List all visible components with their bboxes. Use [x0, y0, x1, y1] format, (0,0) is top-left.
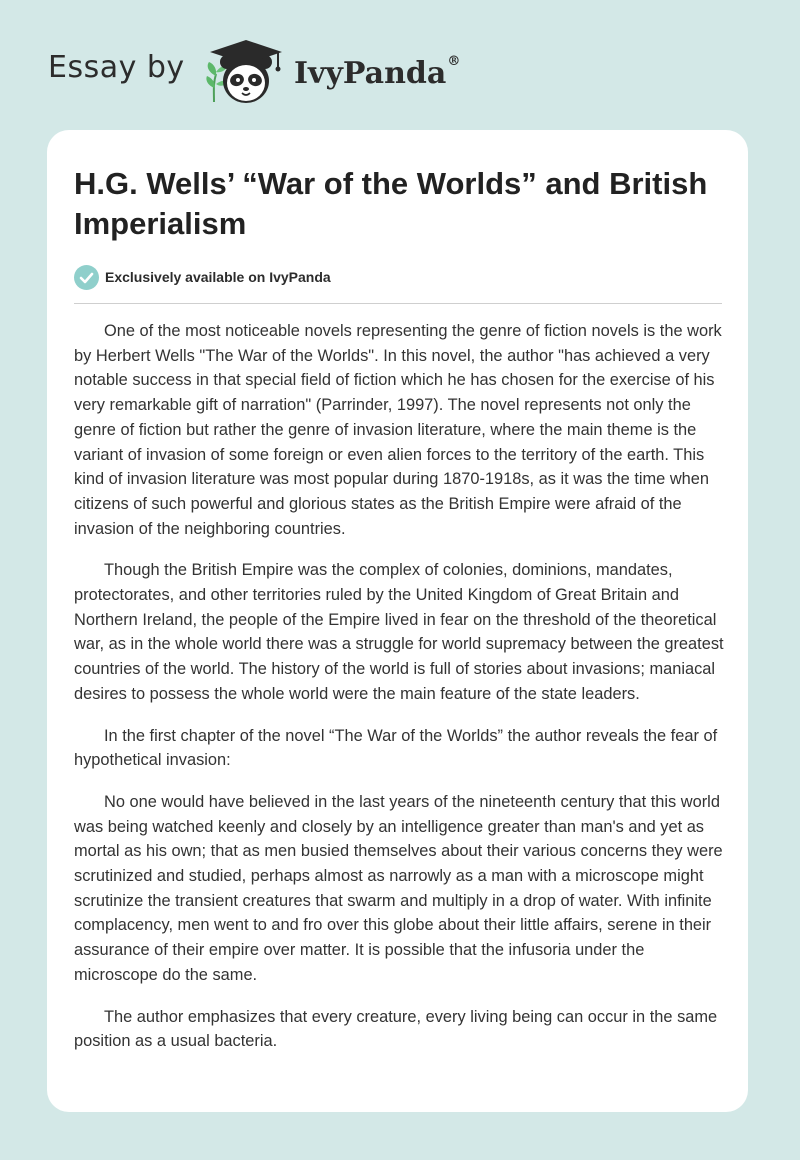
essay-by-label: Essay by — [48, 50, 185, 85]
essay-body — [74, 319, 724, 1071]
paragraph: Though the British Empire was the complex of colonies, dominions, mandates, protectorates, and other territories ruled by the United Kingdom of Great Britain and Northern Ireland, the people of the Empire lived in fear on the threshold of the theoretical war, as in the whole world there was a struggle for world supremacy between the greatest countries of the world. The history of the world is full of stories about invasions; maniacal desires to possess the whole world were the main feature of the state leaders. — [74, 561, 724, 703]
brand-name[interactable] — [294, 56, 460, 91]
exclusive-badge-label: Exclusively available on IvyPanda — [105, 269, 331, 285]
divider — [74, 303, 722, 304]
panda-graduate-icon[interactable] — [200, 36, 292, 108]
registered-mark: ® — [447, 54, 461, 69]
essay-card — [47, 130, 748, 1112]
paragraph: The author emphasizes that every creature, every living being can occur in the same position as a usual bacteria. — [74, 1007, 718, 1051]
paragraph: One of the most noticeable novels representing the genre of fiction novels is the work by Herbert Wells "The War of the Worlds". In this novel, the author "has achieved a very notable success in that special field of fiction which he has chosen for the exercise of his very remarkable gift of narration" (Parrinder, 1997). The novel represents not only the genre of fiction but rather the genre of invasion literature, where the main theme is the variant of invasion of some foreign or even alien forces to the territory of the earth. This kind of invasion literature was most popular during 1870-1918s, as it was the time when citizens of such powerful and glorious states as the British Empire were afraid of the invasion of the neighboring countries. — [74, 322, 722, 538]
page-title: H.G. Wells’ “War of the Worlds” and British Imperialism — [74, 166, 708, 241]
brand-name-text: IvyPanda — [294, 56, 447, 91]
checkmark-icon — [74, 265, 99, 290]
paragraph: No one would have believed in the last years of the nineteenth century that this world was being watched keenly and closely by an intelligence greater than man's and yet as mortal as his own; that as men busied themselves about their various concerns they were scrutinized and studied, perhaps almost as narrowly as a man with a microscope might scrutinize the transient creatures that swarm and multiply in a drop of water. With infinite complacency, men went to and fro over this globe about their little affairs, serene in their assurance of their empire over matter. It is possible that the infusoria under the microscope do the same. — [74, 792, 723, 984]
paragraph: In the first chapter of the novel “The War of the Worlds” the author reveals the fear of hypothetical invasion: — [74, 726, 718, 770]
exclusive-badge — [74, 264, 331, 290]
site-header — [0, 0, 800, 120]
